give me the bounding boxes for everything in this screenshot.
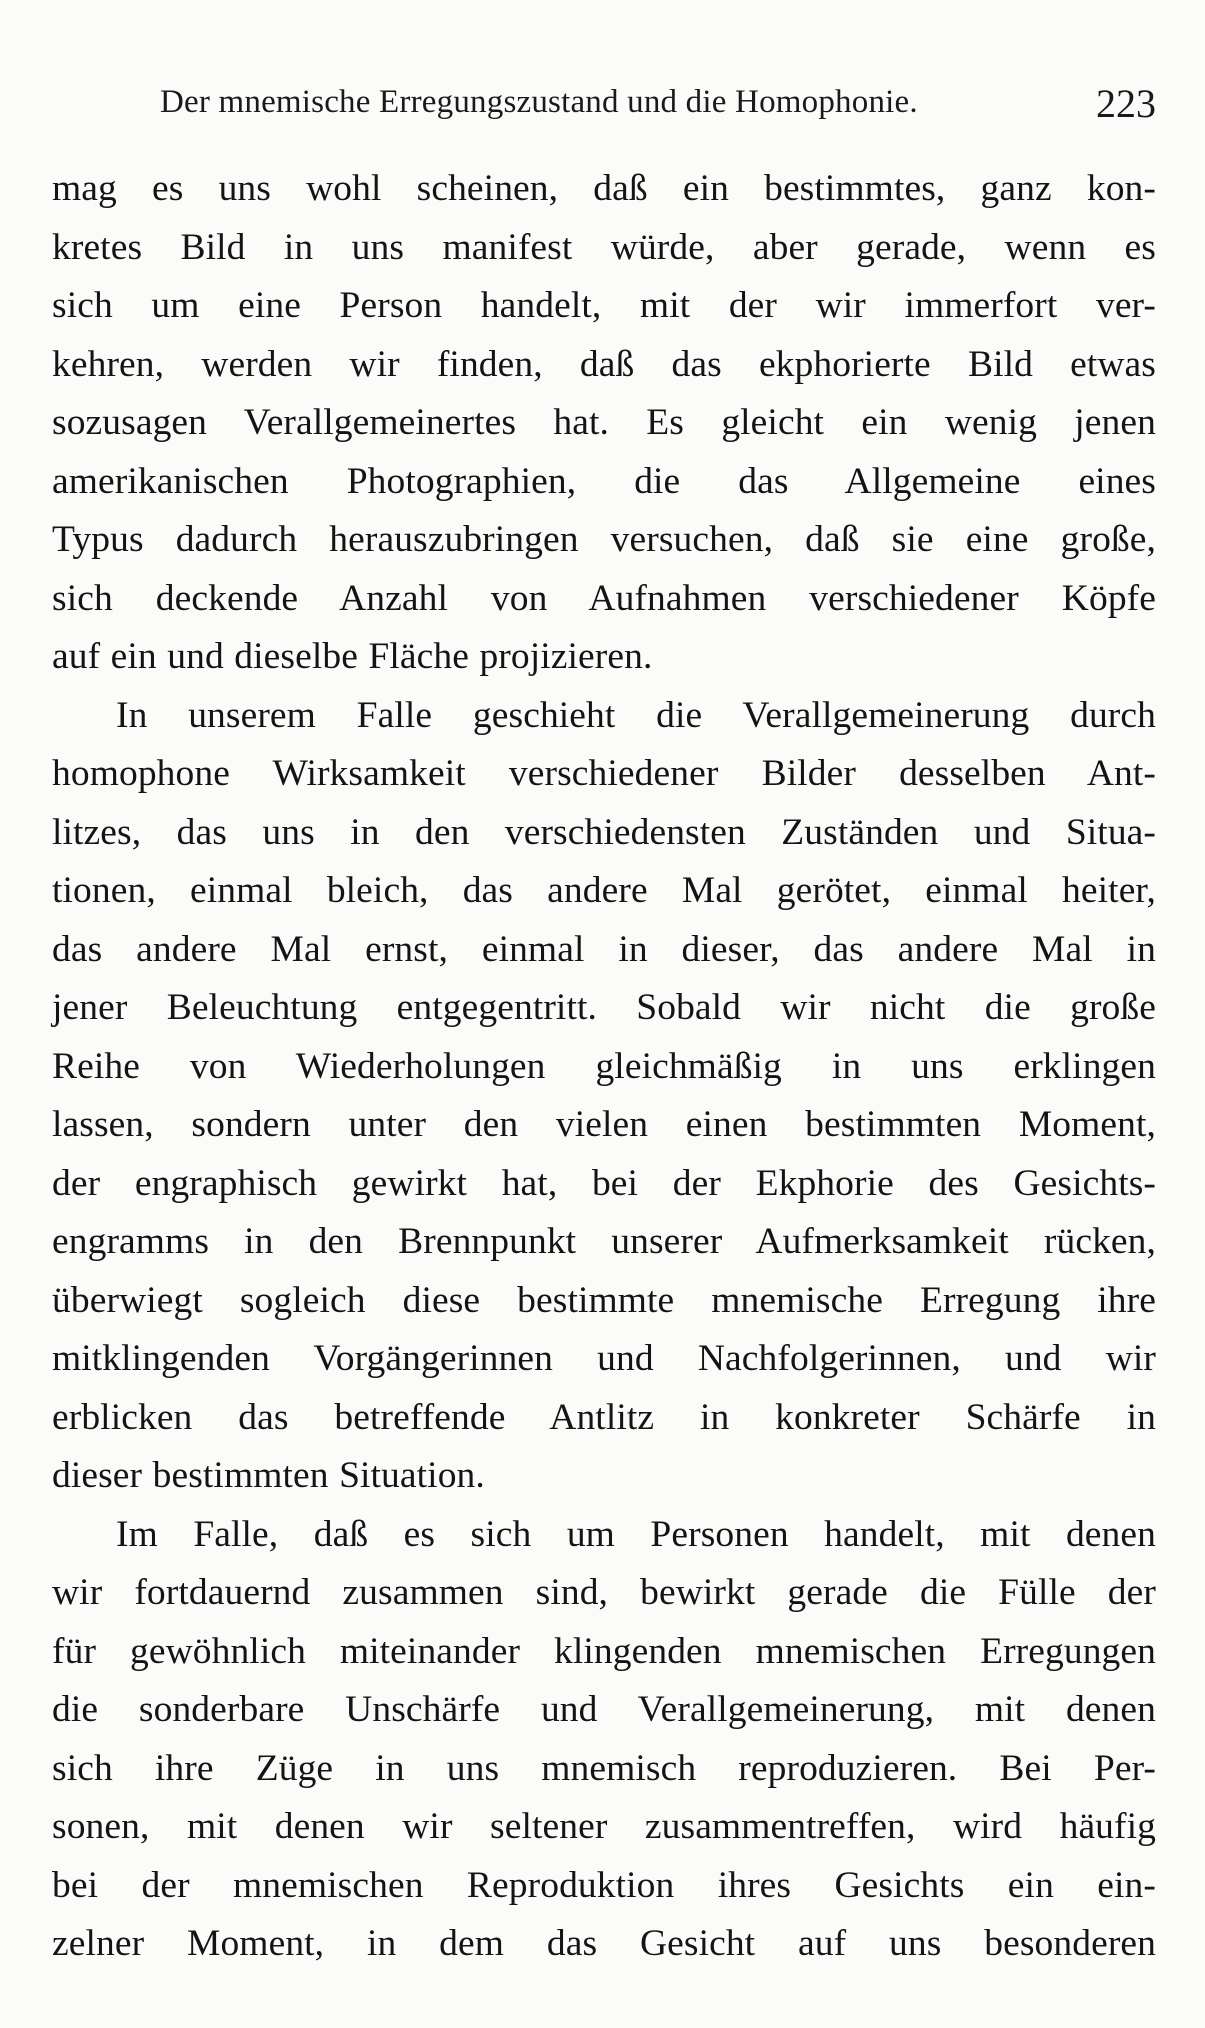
text-line: kehren, werden wir finden, daß das ekphorierte Bild etwas [52, 343, 1156, 385]
text-line: Typus dadurch herauszubringen versuchen, daß sie eine große, [52, 519, 1156, 560]
text-line: sich deckende Anzahl von Aufnahmen verschiedener Köpfe [52, 577, 1156, 619]
text-line: die sonderbare Unschärfe und Verallgemeinerung, mit denen [52, 1689, 1156, 1730]
text-line: bei der mnemischen Reproduktion ihres Gesichts ein ein- [52, 1864, 1156, 1906]
text-line: wir fortdauernd zusammen sind, bewirkt gerade die Fülle der [52, 1572, 1156, 1613]
paragraph-2 [52, 687, 1156, 1506]
text-line: litzes, das uns in den verschiedensten Zuständen und Situa- [52, 811, 1156, 853]
text-line: das andere Mal ernst, einmal in dieser, das andere Mal in [52, 928, 1156, 970]
text-line: mitklingenden Vorgängerinnen und Nachfolgerinnen, und wir [52, 1338, 1156, 1379]
text-line: sich ihre Züge in uns mnemisch reproduzieren. Bei Per- [52, 1747, 1156, 1789]
text-line: engramms in den Brennpunkt unserer Aufmerksamkeit rücken, [52, 1221, 1156, 1262]
text-line: lassen, sondern unter den vielen einen bestimmten Moment, [52, 1104, 1156, 1145]
text-line: auf ein und dieselbe Fläche projizieren. [52, 636, 653, 677]
text-line: sonen, mit denen wir seltener zusammentreffen, wird häufig [52, 1806, 1156, 1847]
text-line: dieser bestimmten Situation. [52, 1455, 485, 1496]
text-line: amerikanischen Photographien, die das Allgemeine eines [52, 460, 1156, 502]
text-line: sich um eine Person handelt, mit der wir immerfort ver- [52, 285, 1156, 326]
text-line: erblicken das betreffende Antlitz in konkreter Schärfe in [52, 1396, 1156, 1438]
body-text [52, 160, 1156, 1974]
running-header [160, 81, 1156, 134]
paragraph-3 [52, 1506, 1156, 1974]
text-line: homophone Wirksamkeit verschiedener Bilder desselben Ant- [52, 753, 1156, 794]
text-line: In unserem Falle geschieht die Verallgemeinerung durch [116, 694, 1156, 736]
paragraph-1 [52, 160, 1156, 687]
text-line: sozusagen Verallgemeinertes hat. Es gleicht ein wenig jenen [52, 402, 1156, 443]
text-line: der engraphisch gewirkt hat, bei der Ekphorie des Gesichts- [52, 1162, 1156, 1204]
running-title: Der mnemische Erregungszustand und die Homophonie. [160, 84, 918, 120]
text-line: Reihe von Wiederholungen gleichmäßig in uns erklingen [52, 1045, 1156, 1087]
text-line: tionen, einmal bleich, das andere Mal gerötet, einmal heiter, [52, 870, 1156, 911]
text-line: kretes Bild in uns manifest würde, aber gerade, wenn es [52, 226, 1156, 268]
page-number: 223 [1096, 81, 1156, 126]
text-line: jener Beleuchtung entgegentritt. Sobald wir nicht die große [52, 987, 1156, 1028]
text-line: zelner Moment, in dem das Gesicht auf uns besonderen [52, 1923, 1156, 1964]
text-line: mag es uns wohl scheinen, daß ein bestimmtes, ganz kon- [52, 168, 1156, 209]
text-line: Im Falle, daß es sich um Personen handelt, mit denen [116, 1513, 1156, 1555]
text-line: für gewöhnlich miteinander klingenden mnemischen Erregungen [52, 1630, 1156, 1672]
text-line: überwiegt sogleich diese bestimmte mnemische Erregung ihre [52, 1279, 1156, 1321]
